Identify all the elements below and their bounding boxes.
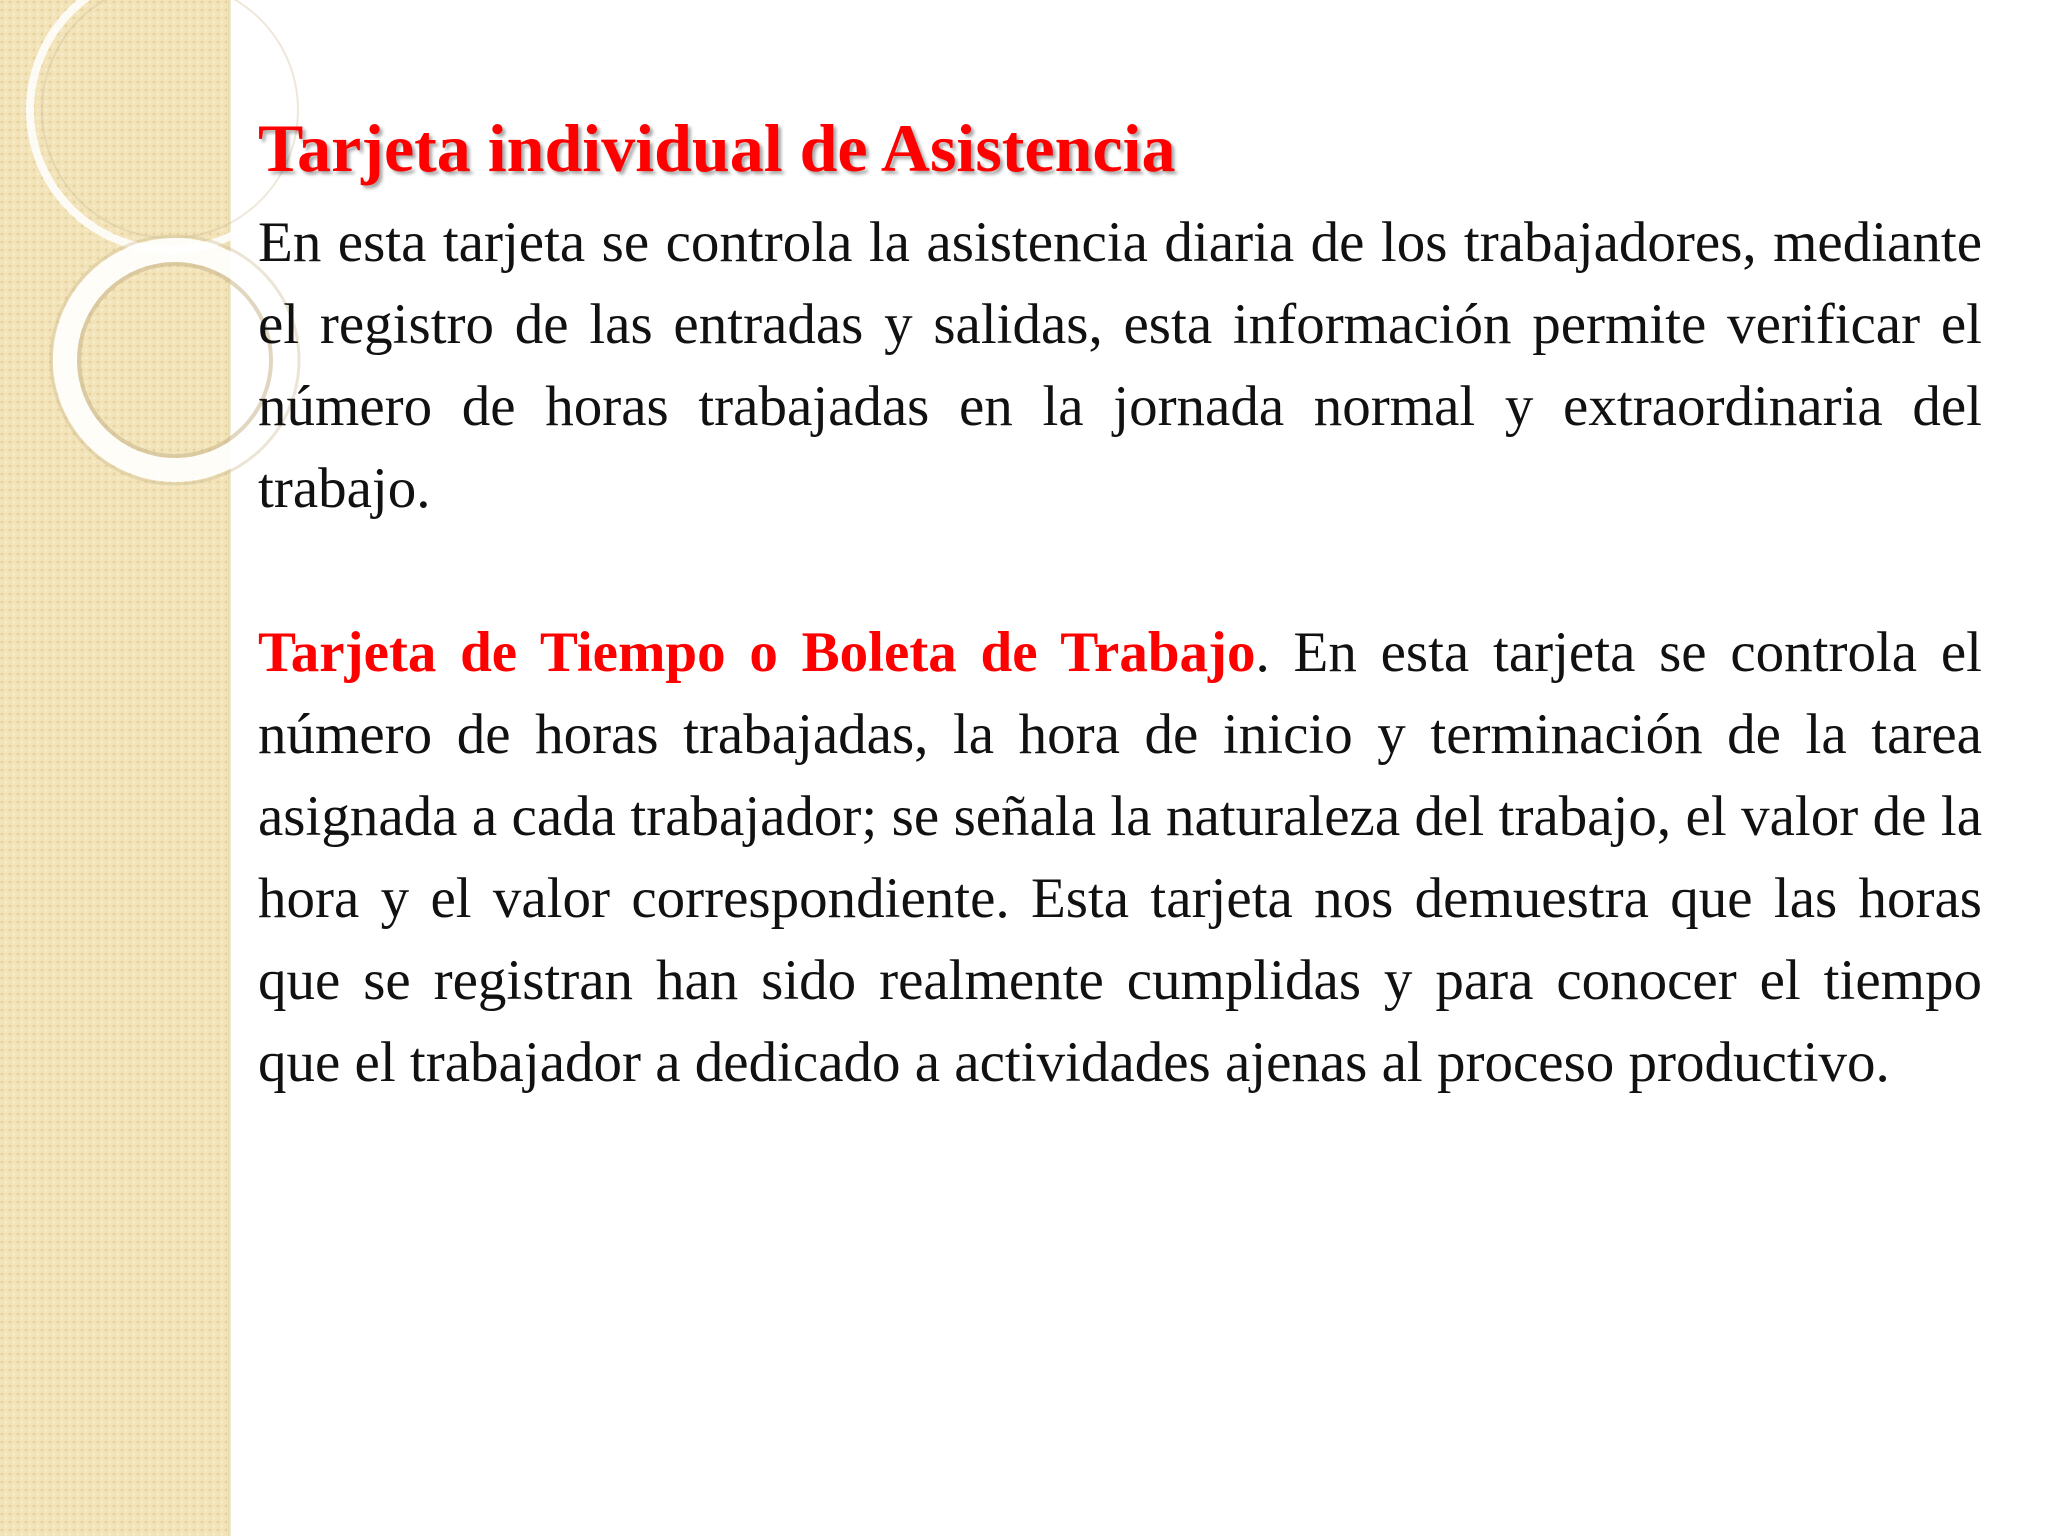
- slide-content: [258, 108, 1982, 1104]
- decorative-rings-icon: [0, 0, 260, 520]
- paragraph-body: En esta tarjeta se controla el número de horas trabajadas, la hora de inicio y terminación de la tarea asignada a cada trabajador; se señala la naturaleza del trabajo, el valor de la hora y el valor correspondiente. Esta tarjeta nos demuestra que las horas que se registran han sido realmente cumplidas y para conocer el tiempo que el trabajador a dedicado a actividades ajenas al proceso productivo.: [258, 620, 1982, 1094]
- slide-title: Tarjeta individual de Asistencia: [258, 110, 1176, 186]
- paragraph-tiempo: [258, 612, 1982, 1104]
- paragraph-asistencia: En esta tarjeta se controla la asistencia diaria de los trabajadores, mediante el registro de las entradas y salidas, esta información permite verificar el número de horas trabajadas en la jornada normal y extraordinaria del trabajo.: [258, 210, 1982, 520]
- paragraph-lead-heading: Tarjeta de Tiempo o Boleta de Trabajo: [258, 620, 1256, 684]
- paragraph-lead-punct: .: [1255, 620, 1270, 684]
